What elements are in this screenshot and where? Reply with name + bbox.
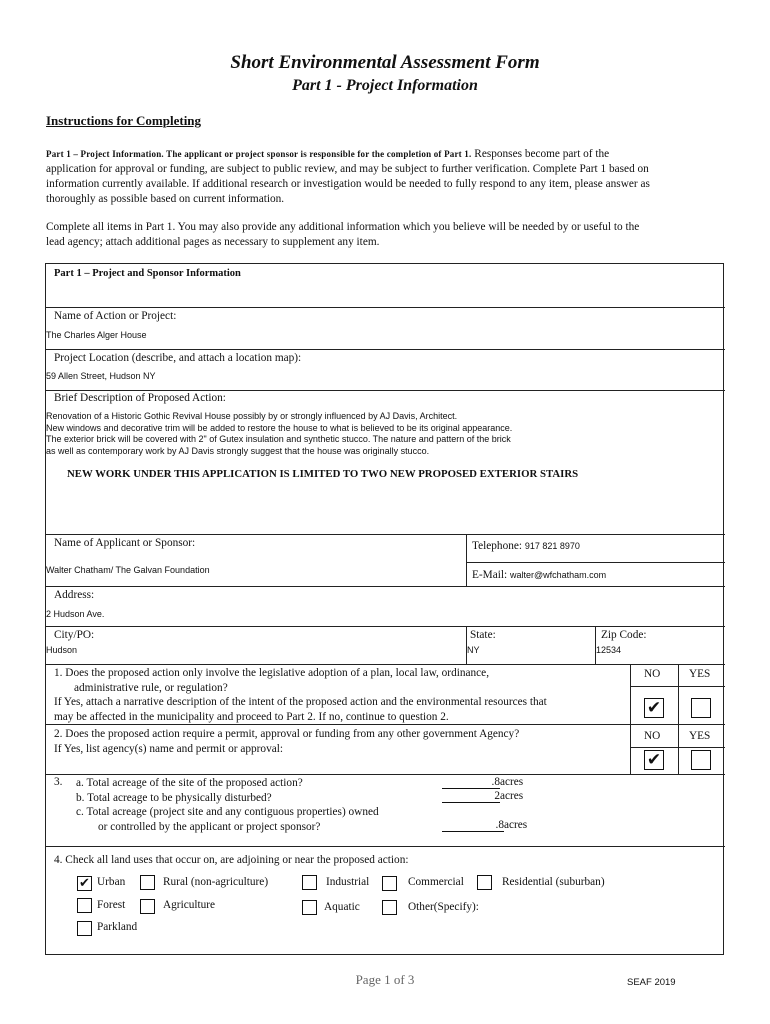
q3b-value: 2 <box>442 790 500 803</box>
email-label: E-Mail: <box>472 569 508 581</box>
form-id: SEAF 2019 <box>627 977 676 988</box>
urban-label: Urban <box>97 876 126 888</box>
residential-checkbox[interactable] <box>477 875 492 890</box>
applicant-label: Name of Applicant or Sponsor: <box>54 537 196 549</box>
instructions-line: Complete all items in Part 1. You may also provide any additional information which you believe will be needed by or useful to the <box>46 221 640 233</box>
q1-yes-checkbox[interactable] <box>691 698 711 718</box>
question-3 <box>76 776 379 834</box>
section-header: Part 1 – Project and Sponsor Information <box>54 268 241 279</box>
zip-value[interactable]: 12534 <box>596 645 622 655</box>
instructions-paragraph-2 <box>46 220 726 250</box>
city-value[interactable]: Hudson <box>46 645 78 655</box>
q1-yes-label: YES <box>689 668 711 680</box>
question-3c: c. Total acreage (project site and any contiguous properties) owned <box>76 806 379 818</box>
other-checkbox[interactable] <box>382 900 397 915</box>
q3a-answer[interactable] <box>442 776 523 789</box>
name-of-action-value[interactable]: The Charles Alger House <box>46 330 147 340</box>
form-subtitle: Part 1 - Project Information <box>292 77 478 94</box>
instructions-line: lead agency; attach additional pages as necessary to supplement any item. <box>46 236 380 248</box>
project-information-form <box>45 263 724 955</box>
parkland-checkbox[interactable] <box>77 921 92 936</box>
acres-unit: acres <box>500 776 524 788</box>
telephone-field[interactable] <box>472 540 580 552</box>
forest-checkbox[interactable] <box>77 898 92 913</box>
question-1-line: 1. Does the proposed action only involve the legislative adoption of a plan, local law, ordinance, <box>54 667 490 679</box>
project-location-value[interactable]: 59 Allen Street, Hudson NY <box>46 371 156 381</box>
question-3b: b. Total acreage to be physically disturbed? <box>76 791 272 804</box>
description-line: New windows and decorative trim will be added to restore the house to what is believed to be its original appearance. <box>46 422 513 433</box>
q1-no-label: NO <box>644 668 661 680</box>
q3a-value: .8 <box>442 776 500 789</box>
question-3a: a. Total acreage of the site of the proposed action? <box>76 777 303 789</box>
description-line: Renovation of a Historic Gothic Revival House possibly by or strongly influenced by AJ Davis, Architect. <box>46 411 458 421</box>
description-line: as well as contemporary work by AJ Davis strongly suggest that the house was originally stucco. <box>46 446 430 457</box>
aquatic-label: Aquatic <box>324 901 360 913</box>
description-label: Brief Description of Proposed Action: <box>54 392 226 404</box>
question-1-line: may be affected in the municipality and proceed to Part 2. If no, continue to question 2. <box>54 710 449 723</box>
page-number: Page 1 of 3 <box>355 972 415 987</box>
instructions-line: Responses become part of the <box>471 148 610 160</box>
q2-yes-checkbox[interactable] <box>691 750 711 770</box>
email-field[interactable] <box>472 569 606 581</box>
q2-no-checkbox[interactable]: ✔ <box>644 750 664 770</box>
q2-yes-label: YES <box>689 730 711 742</box>
industrial-checkbox[interactable] <box>302 875 317 890</box>
question-2 <box>54 727 519 756</box>
question-2-line: If Yes, list agency(s) name and permit or approval: <box>54 742 284 755</box>
form-title: Short Environmental Assessment Form <box>230 52 540 73</box>
address-label: Address: <box>54 589 95 601</box>
question-2-line: 2. Does the proposed action require a permit, approval or funding from any other government Agency? <box>54 728 520 740</box>
instructions-lead: Part 1 – Project Information. The applicant or project sponsor is responsible for the completion of Part 1. <box>46 149 472 159</box>
rural-checkbox[interactable] <box>140 875 155 890</box>
industrial-label: Industrial <box>326 876 370 888</box>
name-of-action-label: Name of Action or Project: <box>54 310 177 322</box>
instructions-line: application for approval or funding, are subject to public review, and may be subject to further verification. Complete Part 1 based on <box>46 163 649 175</box>
question-1 <box>54 666 547 724</box>
instructions-paragraph-1 <box>46 147 726 207</box>
question-3c: or controlled by the applicant or project sponsor? <box>98 820 321 833</box>
question-3-number: 3. <box>54 776 63 788</box>
email-value: walter@wfchatham.com <box>509 570 607 580</box>
state-label: State: <box>470 629 496 641</box>
instructions-heading: Instructions for Completing <box>46 113 202 128</box>
residential-label: Residential (suburban) <box>502 876 605 888</box>
acres-unit: acres <box>500 790 524 802</box>
description-line: The exterior brick will be covered with 2" of Gutex insulation and synthetic stucco. The nature and pattern of the brick <box>46 434 511 445</box>
aquatic-checkbox[interactable] <box>302 900 317 915</box>
q1-no-checkbox[interactable]: ✔ <box>644 698 664 718</box>
city-label: City/PO: <box>54 629 95 641</box>
urban-checkbox[interactable]: ✔ <box>77 876 92 891</box>
question-1-line: administrative rule, or regulation? <box>74 681 228 694</box>
q2-no-label: NO <box>644 730 661 742</box>
applicant-value[interactable]: Walter Chatham/ The Galvan Foundation <box>46 565 210 575</box>
q3c-answer[interactable] <box>442 819 527 832</box>
project-location-label: Project Location (describe, and attach a location map): <box>54 352 302 364</box>
question-4: 4. Check all land uses that occur on, are adjoining or near the proposed action: <box>54 854 409 866</box>
q3b-answer[interactable] <box>442 790 523 803</box>
description-note: NEW WORK UNDER THIS APPLICATION IS LIMITED TO TWO NEW PROPOSED EXTERIOR STAIRS <box>67 468 579 480</box>
question-1-line: If Yes, attach a narrative description of the intent of the proposed action and the environmental resources that <box>54 696 547 708</box>
q3c-value: .8 <box>442 819 504 832</box>
instructions-line: information currently available. If additional research or investigation would be needed to fully respond to any item, please answer as <box>46 178 650 190</box>
zip-label: Zip Code: <box>601 629 647 641</box>
parkland-label: Parkland <box>97 921 138 933</box>
commercial-checkbox[interactable] <box>382 876 397 891</box>
forest-label: Forest <box>97 899 126 911</box>
telephone-label: Telephone: <box>472 540 523 552</box>
state-value[interactable]: NY <box>467 645 480 655</box>
agriculture-checkbox[interactable] <box>140 899 155 914</box>
rural-label: Rural (non-agriculture) <box>163 876 269 888</box>
agriculture-label: Agriculture <box>163 899 216 911</box>
address-value[interactable]: 2 Hudson Ave. <box>46 609 105 619</box>
commercial-label: Commercial <box>408 876 464 888</box>
telephone-value: 917 821 8970 <box>524 541 580 551</box>
description-value[interactable] <box>46 411 512 458</box>
instructions-line: thoroughly as possible based on current information. <box>46 193 285 205</box>
other-label: Other(Specify): <box>408 901 479 913</box>
acres-unit: acres <box>504 819 528 831</box>
